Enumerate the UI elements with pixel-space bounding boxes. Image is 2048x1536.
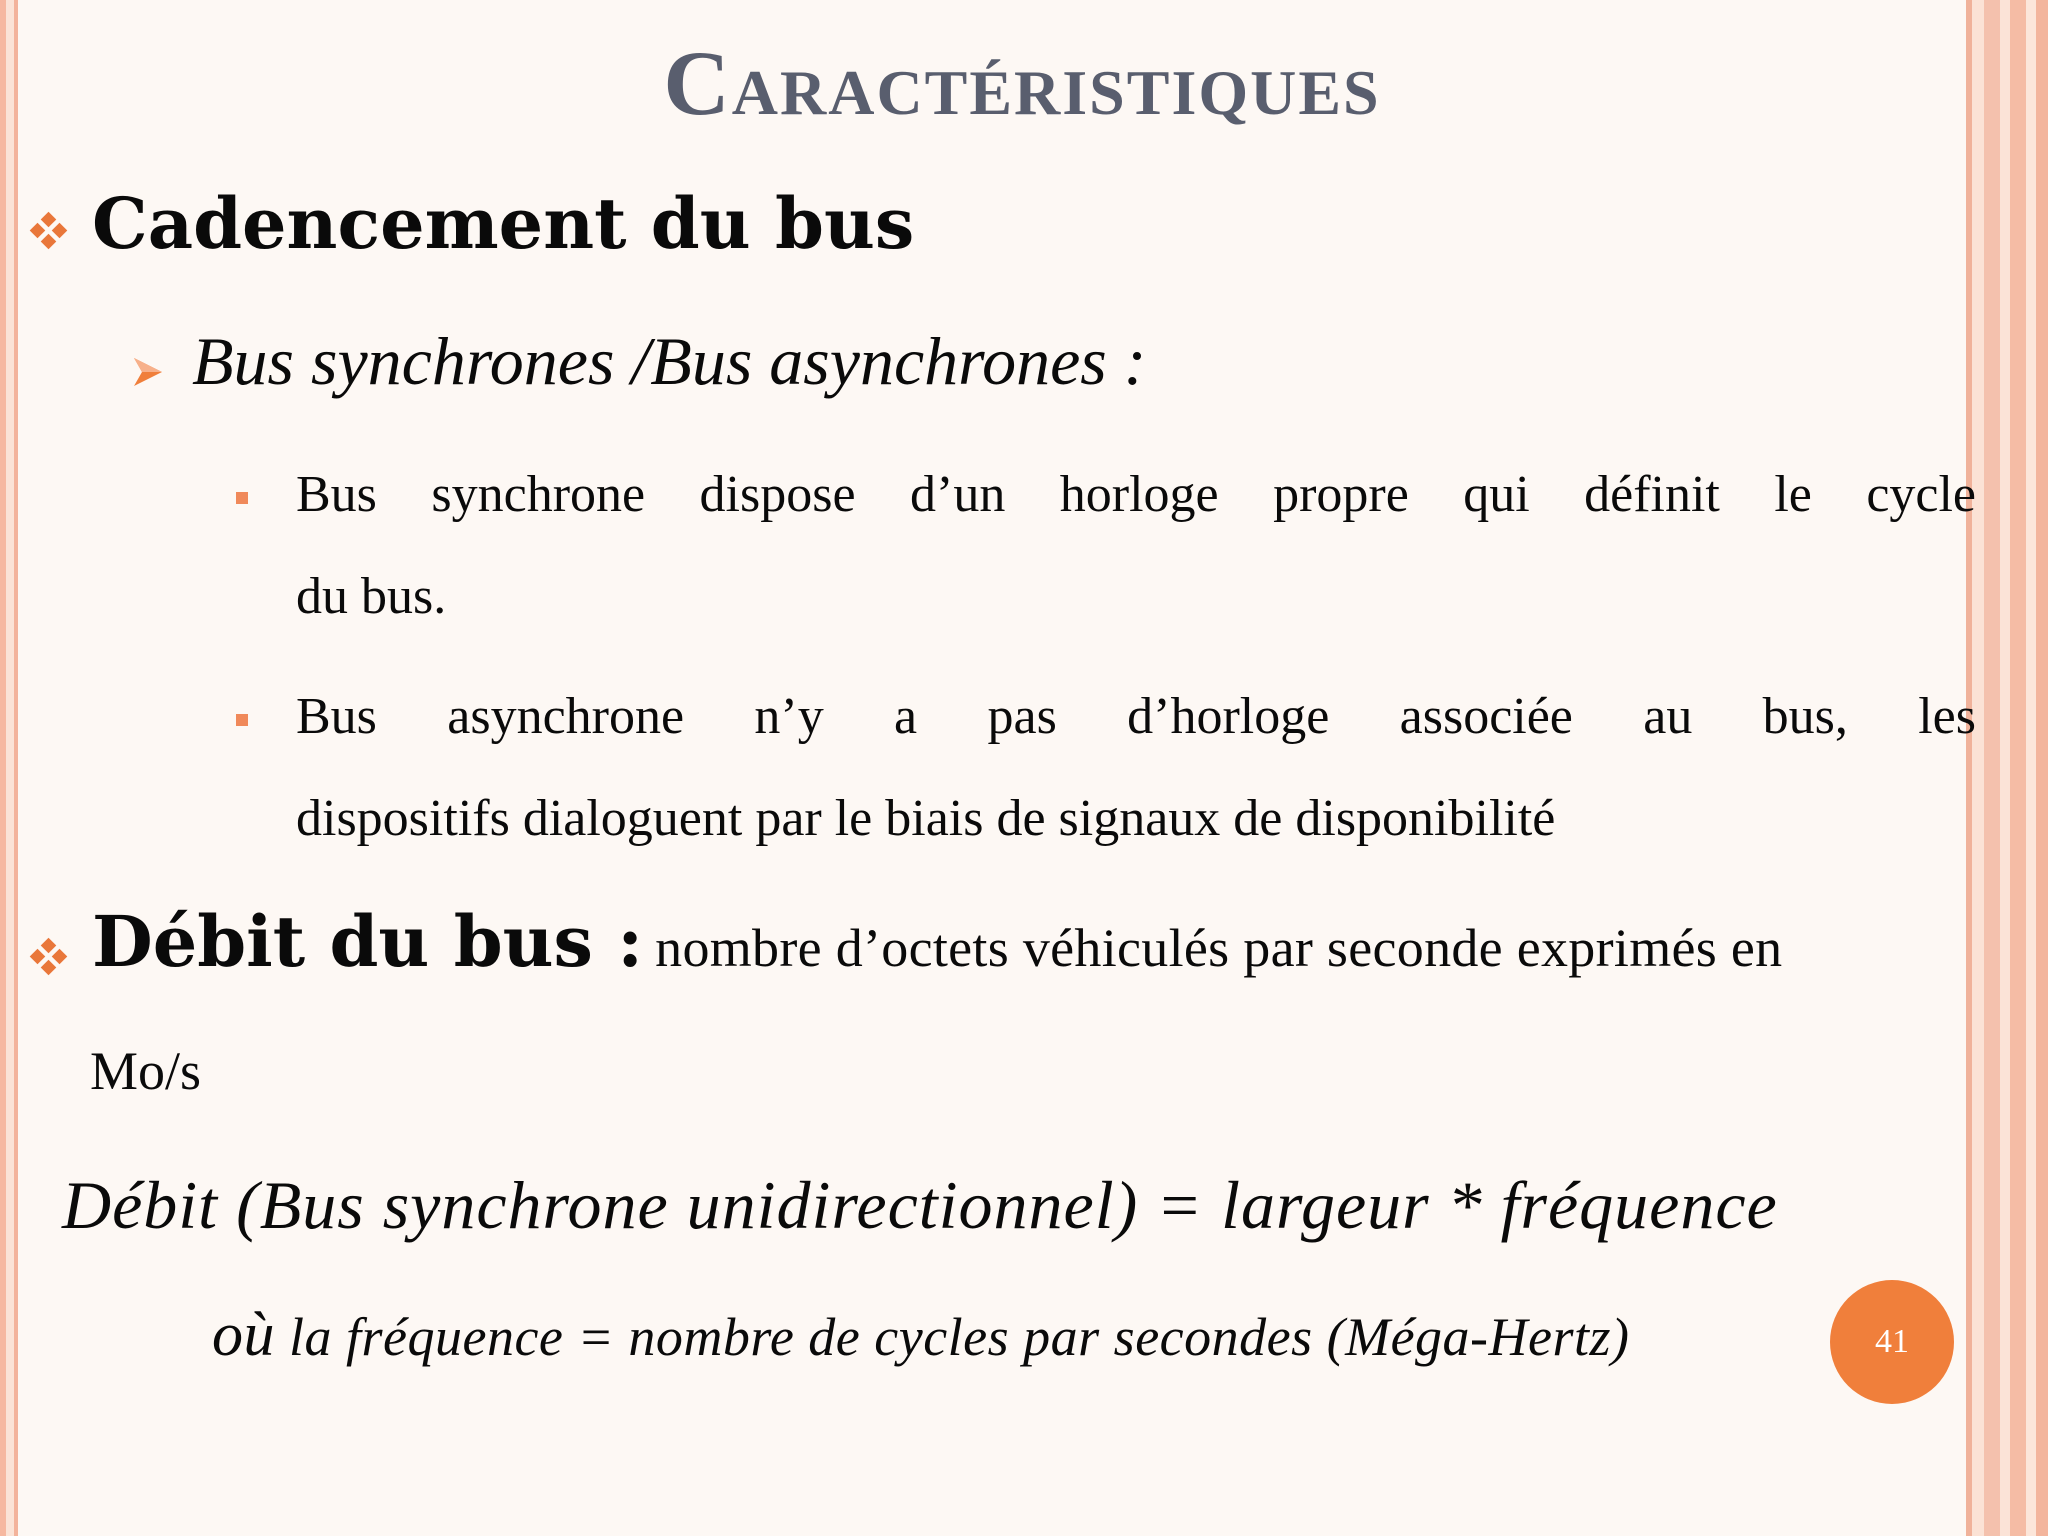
- debit-unit: Mo/s: [90, 1041, 202, 1101]
- debit-formula: Débit (Bus synchrone unidirectionnel) = largeur * fréquence: [62, 1167, 1778, 1243]
- slide-title: Caractéristiques: [663, 32, 1381, 134]
- diamond-bullet-icon: [32, 940, 66, 974]
- section-debit: [92, 900, 1976, 983]
- square-bullet-icon: [236, 492, 248, 504]
- frequency-formula: la fréquence = nombre de cycles par secondes (Méga-Hertz): [289, 1307, 1630, 1367]
- page-number-badge: 41: [1830, 1280, 1954, 1404]
- square-bullet-icon: [236, 714, 248, 726]
- diamond-bullet-icon: [32, 214, 66, 248]
- section-heading-debit: Débit du bus :: [92, 900, 644, 983]
- item-asynchrone-line1: Bus asynchrone n’y a pas d’horloge associée au bus, les: [296, 688, 1976, 745]
- arrow-bullet-icon: [130, 354, 166, 390]
- subheading-bus-types: Bus synchrones /Bus asynchrones :: [192, 323, 1147, 399]
- slide-right-border: [1966, 0, 2048, 1536]
- slide-content: [22, 0, 1976, 1536]
- debit-description: nombre d’octets véhiculés par seconde exprimés en: [655, 918, 1783, 978]
- item-synchrone-line2: du bus.: [296, 568, 447, 625]
- slide-left-border: [0, 0, 22, 1536]
- section-heading-cadencement: Cadencement du bus: [92, 182, 915, 265]
- frequency-definition: [212, 1300, 1630, 1371]
- where-word: où: [212, 1301, 275, 1369]
- item-asynchrone-line2: dispositifs dialoguent par le biais de signaux de disponibilité: [296, 790, 1556, 847]
- item-synchrone-line1: Bus synchrone dispose d’un horloge propre qui définit le cycle: [296, 466, 1976, 523]
